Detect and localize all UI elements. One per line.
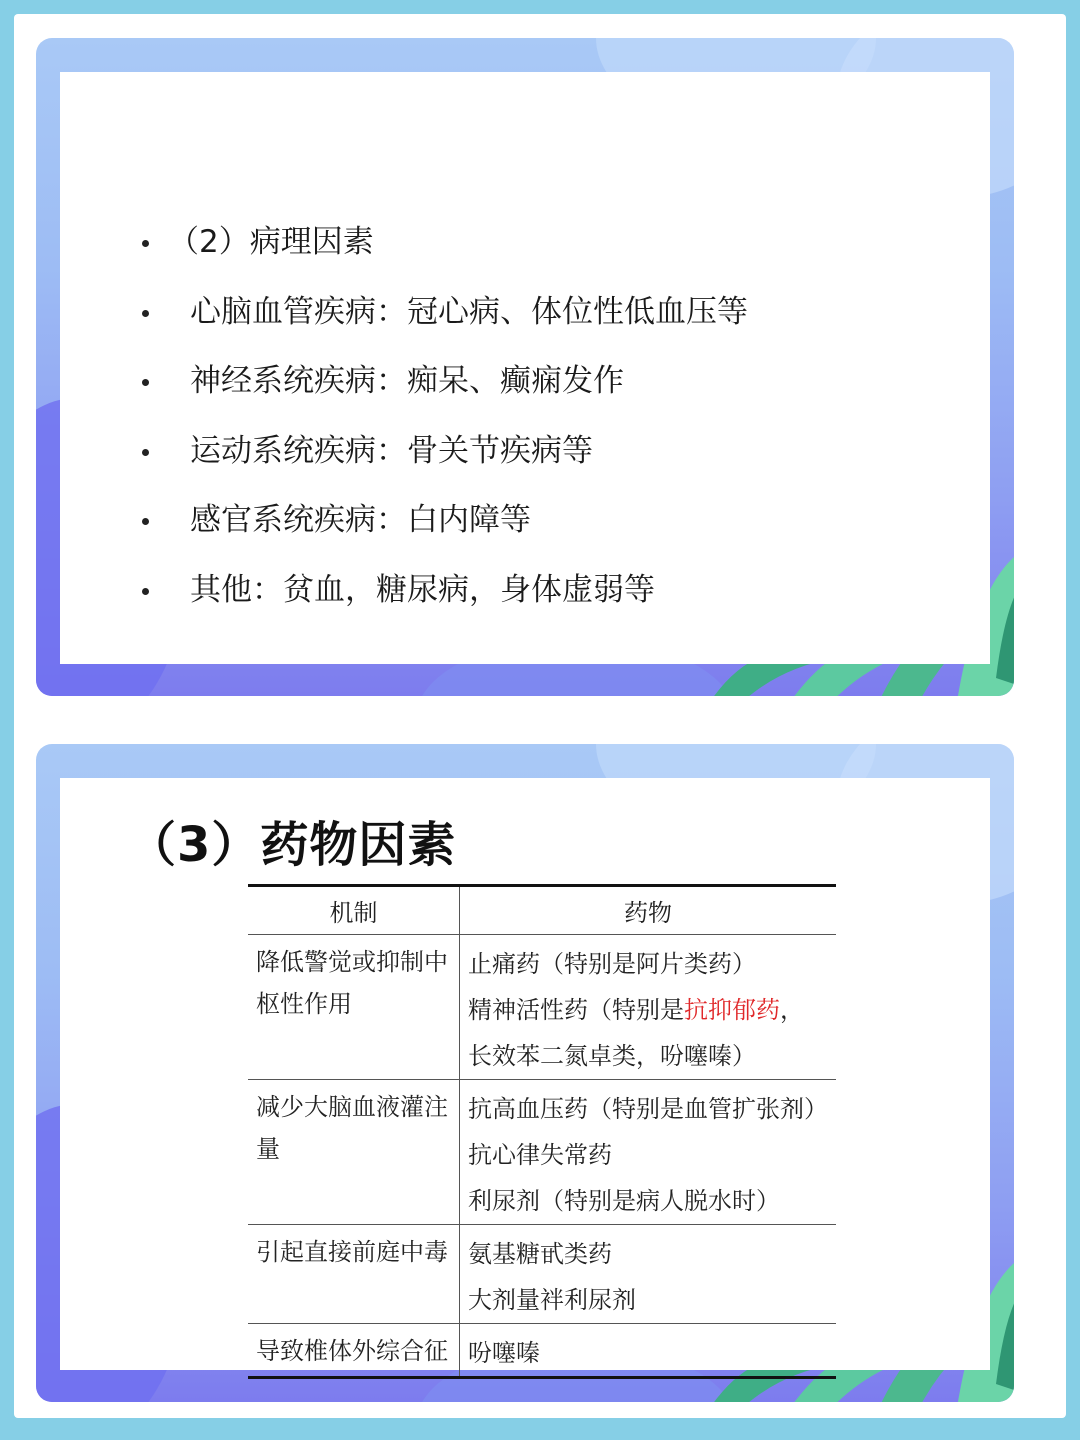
drug-line: 精神活性药（特别是抗抑郁药， <box>468 996 804 1024</box>
bullet-dot-icon <box>142 240 149 247</box>
drug-line: 利尿剂（特别是病人脱水时） <box>468 1187 780 1215</box>
column-header-drugs: 药物 <box>624 899 672 927</box>
column-header-mechanism: 机制 <box>248 886 460 935</box>
bullet-dot-icon <box>142 449 149 456</box>
table-row <box>248 1225 836 1324</box>
drug-line: 抗高血压药（特别是血管扩张剂） <box>468 1095 828 1123</box>
highlighted-drug: 抗抑郁药 <box>684 996 780 1024</box>
slide-drug-factors <box>36 744 1014 1402</box>
drugs-cell <box>460 1324 837 1378</box>
mechanism-cell: 降低警觉或抑制中枢性作用 <box>248 935 460 1080</box>
slide-pathological-factors <box>36 38 1014 696</box>
mechanism-cell: 减少大脑血液灌注量 <box>248 1080 460 1225</box>
table-header-row <box>248 886 836 935</box>
table-row <box>248 935 836 1080</box>
drug-line: 吩噻嗪 <box>468 1339 540 1367</box>
slide-title: （3）药物因素 <box>128 817 457 873</box>
content-card <box>60 778 990 1370</box>
bullet-dot-icon <box>142 588 149 595</box>
drug-line: 抗心律失常药 <box>468 1141 612 1169</box>
drug-line: 大剂量袢利尿剂 <box>468 1286 636 1314</box>
drugs-cell <box>460 1080 837 1225</box>
mechanism-cell: 导致椎体外综合征 <box>248 1324 460 1378</box>
table-row <box>248 1080 836 1225</box>
bullet-dot-icon <box>142 518 149 525</box>
drug-line: 止痛药（特别是阿片类药） <box>468 950 756 978</box>
bullet-dot-icon <box>142 310 149 317</box>
drugs-cell <box>460 1225 837 1324</box>
content-card: （2）病理因素 心脑血管疾病：冠心病、体位性低血压等 神经系统疾病：痴呆、癫痫发作 运动系统疾病：骨关节疾病等 感官系统疾病：白内障等 其他：贫血，糖尿病，身体虚弱等 <box>60 72 990 664</box>
bullet-dot-icon <box>142 379 149 386</box>
mechanism-cell: 引起直接前庭中毒 <box>248 1225 460 1324</box>
drug-table <box>248 884 836 1379</box>
drug-line: 氨基糖甙类药 <box>468 1240 612 1268</box>
drugs-cell <box>460 935 837 1080</box>
drug-line: 长效苯二氮卓类，吩噻嗪） <box>468 1042 756 1070</box>
table-row <box>248 1324 836 1378</box>
